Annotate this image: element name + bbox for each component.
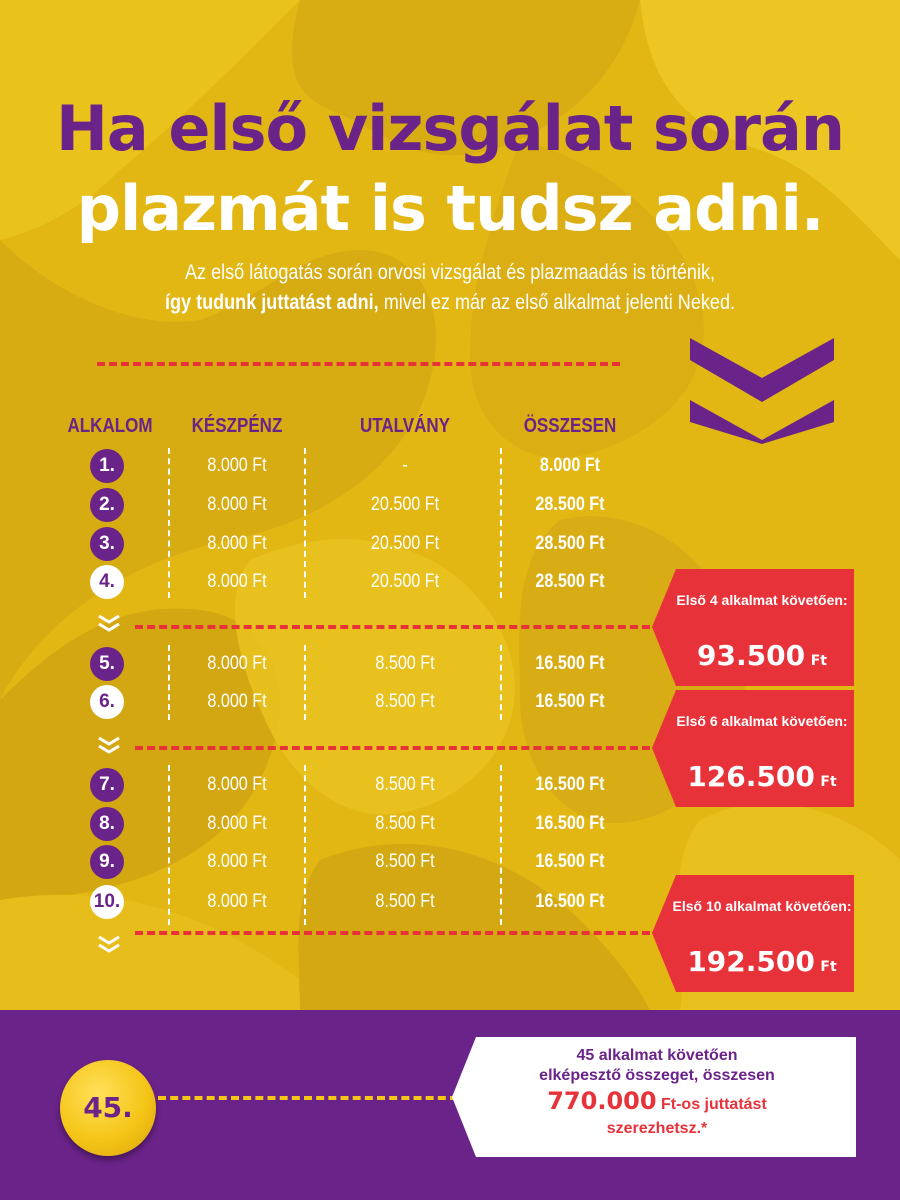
section-dashed-divider [135,931,650,935]
row-number-badge: 8. [90,807,124,841]
cell-utalvany: 8.500 Ft [375,813,435,834]
cell-osszesen: 8.000 Ft [539,455,601,476]
cell-keszpenz: 8.000 Ft [207,494,267,515]
cell-utalvany: 8.500 Ft [375,774,435,795]
table-row [0,488,660,524]
cell-keszpenz: 8.000 Ft [207,571,267,592]
milestone-badge-4 [652,569,854,686]
cell-keszpenz: 8.000 Ft [207,851,267,872]
col-header-alkalom: ALKALOM [67,415,153,437]
headline-line-1: Ha első vizsgálat során [56,92,844,165]
cell-osszesen: 28.500 Ft [535,494,605,515]
chevron-down-icon [97,614,121,634]
badge-amount-value: 192.500 [687,945,815,978]
table-row [0,845,660,881]
cell-osszesen: 16.500 Ft [535,813,605,834]
chevron-down-icon [97,935,121,955]
col-header-keszpenz: KÉSZPÉNZ [191,415,283,437]
cell-osszesen: 28.500 Ft [535,533,605,554]
badge-currency: Ft [820,959,837,975]
intro-line-1: Az első látogatás során orvosi vizsgálat és plazmaadás is történik, [184,261,716,284]
intro-line-2-bold: így tudunk juttatást adni, [164,291,379,314]
table-row [0,527,660,563]
row-number-badge: 1. [90,449,124,483]
cell-osszesen: 28.500 Ft [535,571,605,592]
table-row [0,768,660,804]
row-number-badge: 7. [90,768,124,802]
row-number-badge: 5. [90,647,124,681]
cell-utalvany: 20.500 Ft [370,533,440,554]
final-amount-suffix: Ft-os juttatást [656,1096,767,1113]
cell-utalvany: 8.500 Ft [375,891,435,912]
cell-keszpenz: 8.000 Ft [207,455,267,476]
table-row [0,807,660,843]
section-dashed-divider [135,625,650,629]
badge-label: Első 6 alkalmat követően: [676,713,848,729]
cell-osszesen: 16.500 Ft [535,891,605,912]
cell-utalvany: 8.500 Ft [375,851,435,872]
final-line-2: elképesztő összeget, összesen [539,1067,775,1084]
row-number-badge: 9. [90,845,124,879]
row-number-badge: 2. [90,488,124,522]
final-line-4: szerezhetsz.* [606,1120,708,1137]
badge-amount [666,760,858,793]
col-header-utalvany: UTALVÁNY [359,415,451,437]
cell-osszesen: 16.500 Ft [535,774,605,795]
intro-text [63,258,837,318]
badge-label: Első 10 alkalmat követően: [672,898,852,914]
cell-osszesen: 16.500 Ft [535,691,605,712]
cell-utalvany: 20.500 Ft [370,571,440,592]
table-row [0,685,660,721]
badge-amount-value: 126.500 [687,760,815,793]
badge-currency: Ft [820,774,837,790]
final-callout-text [462,1046,852,1138]
coin-45: 45. [60,1060,156,1156]
row-number-badge: 4. [90,565,124,599]
cell-keszpenz: 8.000 Ft [207,691,267,712]
cell-keszpenz: 8.000 Ft [207,653,267,674]
row-number-badge: 10. [90,885,124,919]
badge-amount [666,945,858,978]
table-row [0,647,660,683]
cell-keszpenz: 8.000 Ft [207,533,267,554]
row-number-badge: 6. [90,685,124,719]
final-line-1: 45 alkalmat követően [576,1047,738,1064]
cell-osszesen: 16.500 Ft [535,653,605,674]
final-amount: 770.000 [547,1087,657,1115]
cell-keszpenz: 8.000 Ft [207,813,267,834]
table-row [0,885,660,921]
headline-line-2: plazmát is tudsz adni. [76,172,824,245]
table-row [0,565,660,601]
badge-currency: Ft [810,653,827,669]
final-amount-line [462,1086,852,1120]
cell-utalvany: 8.500 Ft [375,653,435,674]
badge-amount-value: 93.500 [697,639,806,672]
cell-keszpenz: 8.000 Ft [207,891,267,912]
cell-utalvany: - [402,455,408,476]
badge-amount [666,639,858,672]
row-number-badge: 3. [90,527,124,561]
col-header-osszesen: ÖSSZESEN [523,415,617,437]
chevron-down-icon [97,736,121,756]
intro-line-2-rest: mivel ez már az első alkalmat jelenti Neked. [378,291,736,314]
footer-dashed-line [158,1096,458,1100]
cell-osszesen: 16.500 Ft [535,851,605,872]
table-row [0,449,660,485]
cell-utalvany: 8.500 Ft [375,691,435,712]
intro-line-2 [63,288,837,318]
section-dashed-divider [135,746,650,750]
milestone-badge-6 [652,690,854,807]
double-chevron-down-icon [690,338,834,444]
top-dashed-divider [97,362,620,366]
milestone-badge-10 [652,875,854,992]
badge-label: Első 4 alkalmat követően: [676,592,848,608]
cell-keszpenz: 8.000 Ft [207,774,267,795]
cell-utalvany: 20.500 Ft [370,494,440,515]
